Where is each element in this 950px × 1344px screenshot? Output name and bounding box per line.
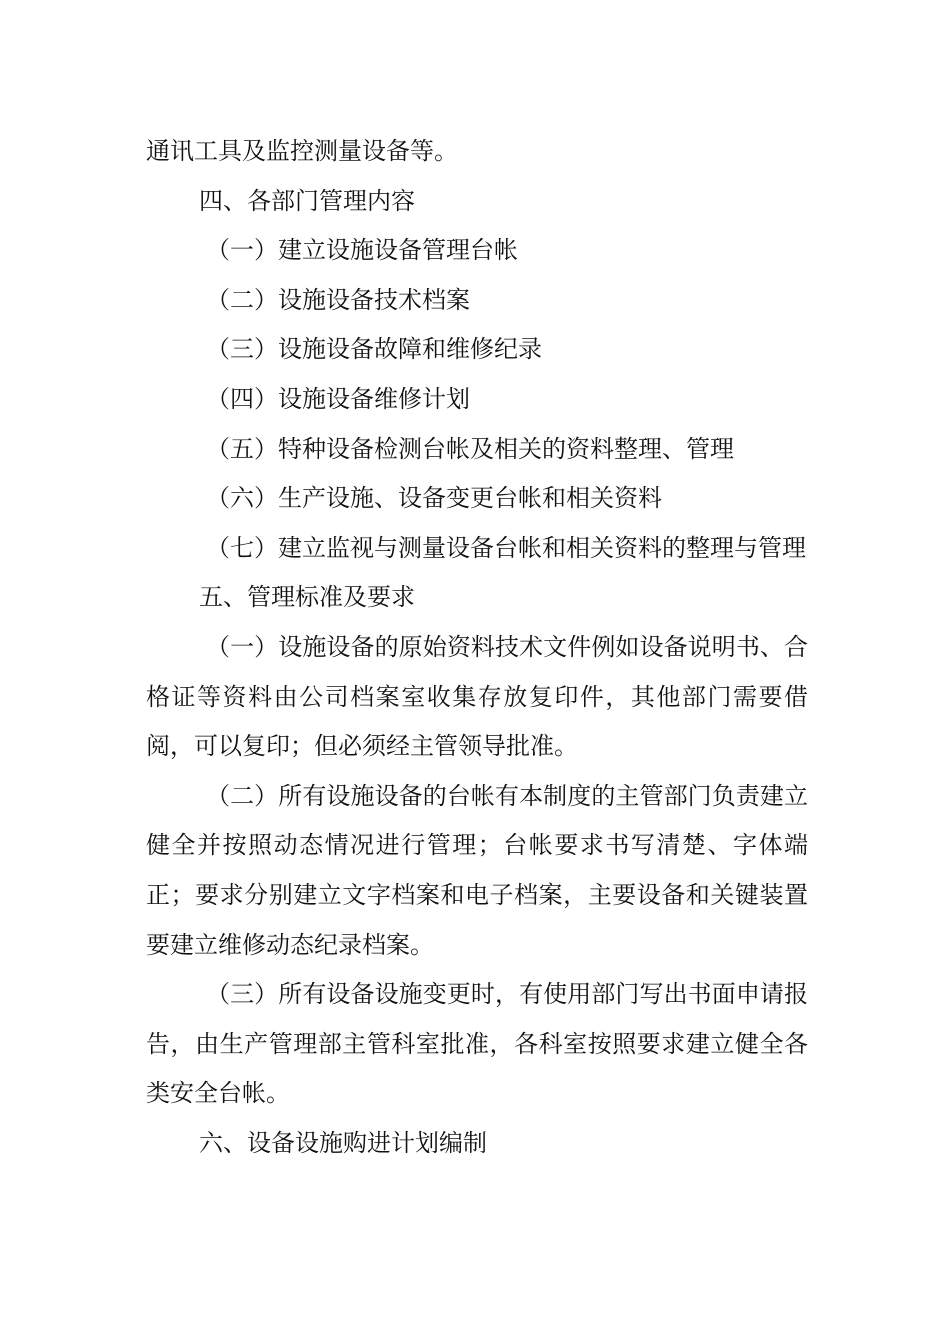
list-item: （五）特种设备检测台帐及相关的资料整理、管理 (206, 434, 734, 463)
section-heading-4: 四、各部门管理内容 (199, 186, 415, 215)
list-item: （一）建立设施设备管理台帐 (206, 236, 518, 265)
list-item: （六）生产设施、设备变更台帐和相关资料 (206, 484, 662, 513)
list-item: （四）设施设备维修计划 (206, 384, 470, 413)
paragraph: （三）所有设备设施变更时，有使用部门写出书面申请报告，由生产管理部主管科室批准，各科室按照要求建立健全各类安全台帐。 (146, 980, 808, 1108)
paragraph: （一）设施设备的原始资料技术文件例如设备说明书、合格证等资料由公司档案室收集存放复印件，其他部门需要借阅，可以复印；但必须经主管领导批准。 (146, 632, 808, 761)
list-item: （七）建立监视与测量设备台帐和相关资料的整理与管理 (206, 533, 806, 562)
document-body (146, 127, 808, 1168)
list-item: （三）设施设备故障和维修纪录 (206, 335, 542, 364)
section-heading-6: 六、设备设施购进计划编制 (199, 1128, 487, 1157)
list-item: （二）设施设备技术档案 (206, 285, 470, 314)
paragraph-continuation: 通讯工具及监控测量设备等。 (146, 137, 458, 165)
paragraph: （二）所有设施设备的台帐有本制度的主管部门负责建立健全并按照动态情况进行管理；台帐要求书写清楚、字体端正；要求分别建立文字档案和电子档案，主要设备和关键装置要建立维修动态纪录档案。 (146, 781, 808, 959)
section-heading-5: 五、管理标准及要求 (199, 583, 415, 612)
